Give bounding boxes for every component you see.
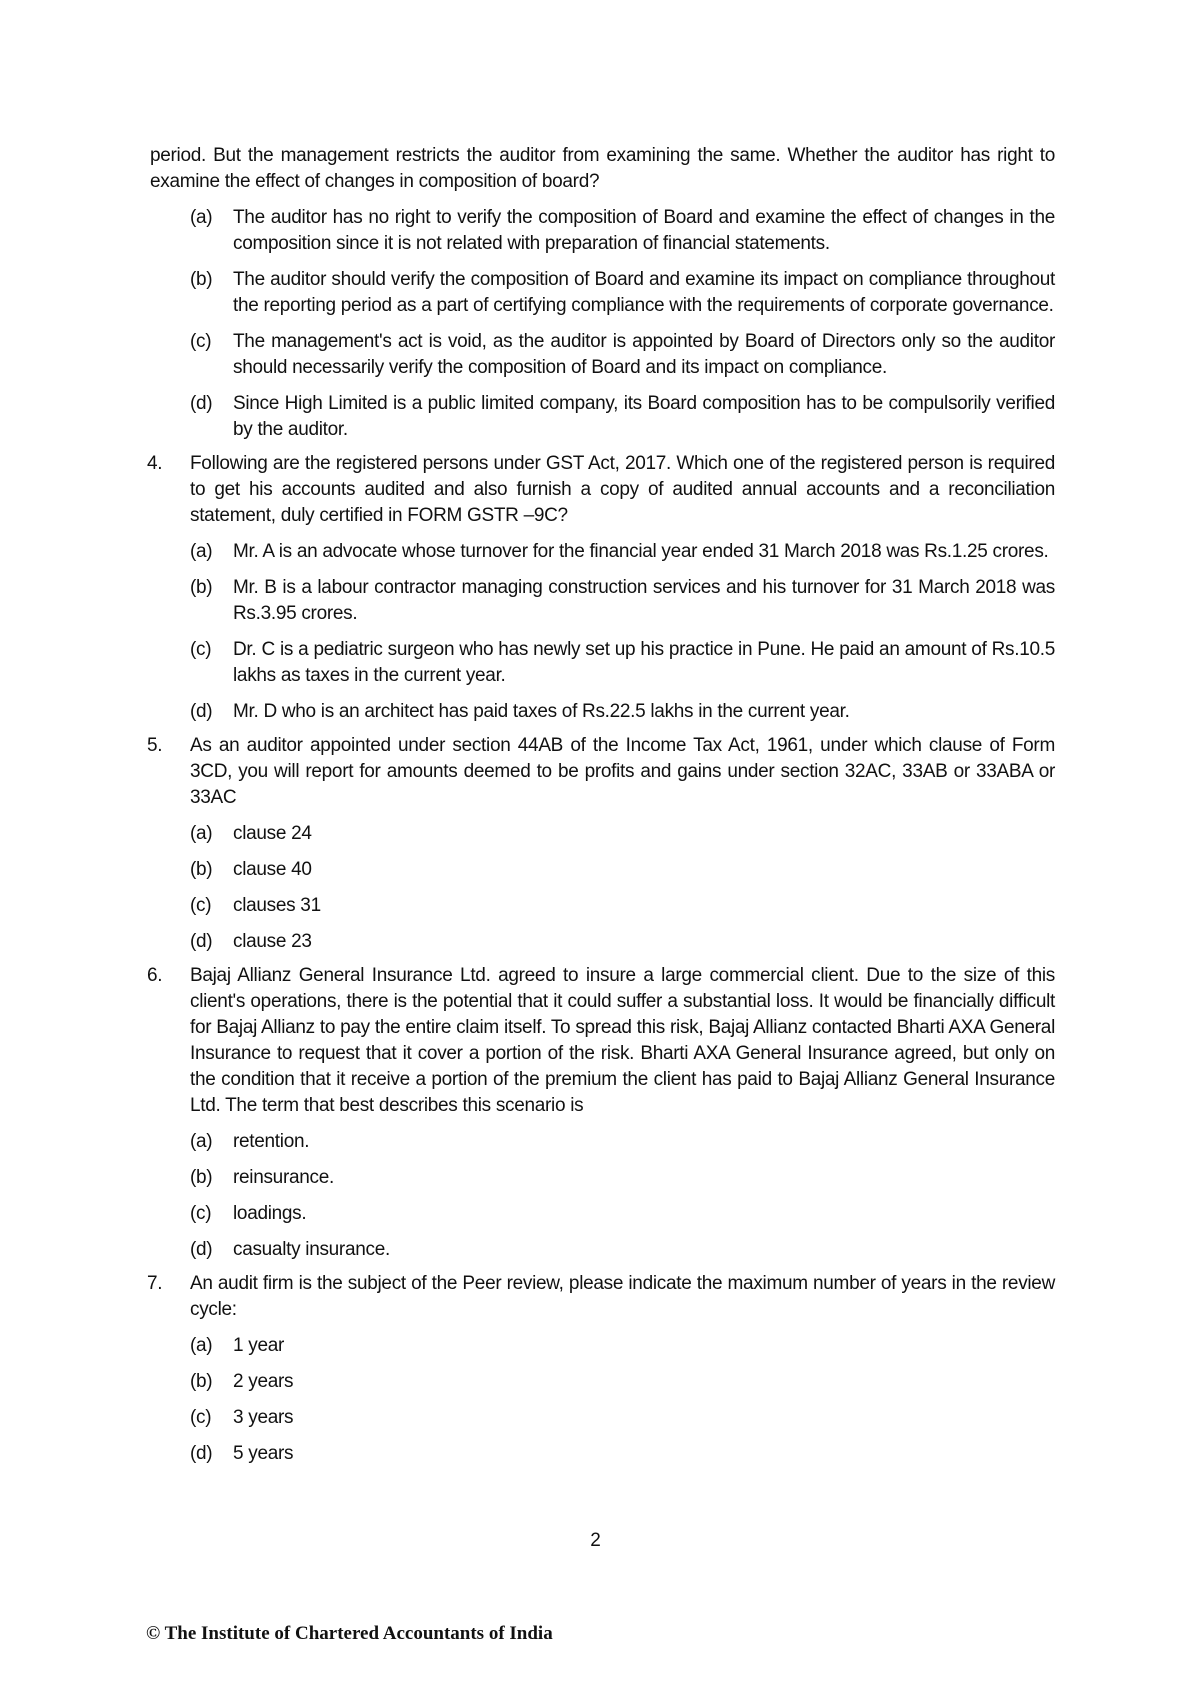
option-label: (d) <box>190 393 213 414</box>
question-text: An audit firm is the subject of the Peer review, please indicate the maximum number of years in the review cycle: <box>190 1273 1055 1320</box>
option-item <box>190 391 1055 443</box>
question-item <box>147 451 1055 725</box>
option-text: 1 year <box>233 1335 285 1356</box>
option-item <box>190 1441 1055 1467</box>
option-item <box>190 1369 1055 1395</box>
question-body <box>190 451 1055 725</box>
option-item <box>190 1165 1055 1191</box>
option-label: (d) <box>190 1239 213 1260</box>
option-label: (d) <box>190 1443 213 1464</box>
option-label: (b) <box>190 859 213 880</box>
option-text: The auditor has no right to verify the composition of Board and examine the effect of changes in the composition since it is not related with preparation of financial statements. <box>233 207 1055 254</box>
option-item <box>190 1237 1055 1263</box>
question-item <box>147 1271 1055 1467</box>
option-text: Dr. C is a pediatric surgeon who has newly set up his practice in Pune. He paid an amount of Rs.10.5 lakhs as taxes in the current year. <box>233 639 1055 686</box>
question-text: Bajaj Allianz General Insurance Ltd. agreed to insure a large commercial client. Due to the size of this client's operations, there is the potential that it could suffer a substantial loss. It would be financially difficult for Bajaj Allianz to pay the entire claim itself. To spread this risk, Bajaj Allianz contacted Bharti AXA General Insurance to request that it cover a portion of the risk. Bharti AXA General Insurance agreed, but only on the condition that it receive a portion of the premium the client has paid to Bajaj Allianz General Insurance Ltd. The term that best describes this scenario is <box>190 965 1055 1116</box>
question-number: 4. <box>147 453 163 474</box>
question-body <box>190 963 1055 1263</box>
option-text: clause 40 <box>233 859 312 880</box>
option-item <box>190 329 1055 381</box>
question-3-options <box>190 205 1055 443</box>
option-text: The auditor should verify the composition of Board and examine its impact on compliance throughout the reporting period as a part of certifying compliance with the requirements of corporate governance. <box>233 269 1055 316</box>
option-item <box>190 637 1055 689</box>
option-label: (a) <box>190 1131 213 1152</box>
option-text: reinsurance. <box>233 1167 334 1188</box>
option-text: 3 years <box>233 1407 294 1428</box>
option-text: loadings. <box>233 1203 307 1224</box>
option-item <box>190 205 1055 257</box>
option-item <box>190 1129 1055 1155</box>
option-label: (b) <box>190 1371 213 1392</box>
option-text: Since High Limited is a public limited company, its Board composition has to be compulsorily verified by the auditor. <box>233 393 1055 440</box>
option-item <box>190 575 1055 627</box>
option-text: clauses 31 <box>233 895 321 916</box>
option-item <box>190 893 1055 919</box>
option-text: 5 years <box>233 1443 294 1464</box>
option-item <box>190 1201 1055 1227</box>
footer-copyright: © The Institute of Chartered Accountants of India <box>146 1623 553 1644</box>
option-text: casualty insurance. <box>233 1239 390 1260</box>
option-label: (a) <box>190 541 213 562</box>
option-item <box>190 857 1055 883</box>
option-label: (c) <box>190 331 212 352</box>
option-text: Mr. A is an advocate whose turnover for the financial year ended 31 March 2018 was Rs.1.25 crores. <box>233 541 1049 562</box>
option-text: 2 years <box>233 1371 294 1392</box>
option-label: (a) <box>190 823 213 844</box>
option-text: retention. <box>233 1131 310 1152</box>
option-label: (d) <box>190 931 213 952</box>
option-label: (b) <box>190 1167 213 1188</box>
option-label: (c) <box>190 895 212 916</box>
question-item <box>147 733 1055 955</box>
option-label: (a) <box>190 207 213 228</box>
option-label: (a) <box>190 1335 213 1356</box>
option-text: Mr. B is a labour contractor managing construction services and his turnover for 31 March 2018 was Rs.3.95 crores. <box>233 577 1055 624</box>
option-text: Mr. D who is an architect has paid taxes of Rs.22.5 lakhs in the current year. <box>233 701 850 722</box>
question-number: 7. <box>147 1273 163 1294</box>
question-list <box>147 451 1055 1467</box>
question-number: 6. <box>147 965 163 986</box>
question-3-continuation: period. But the management restricts the auditor from examining the same. Whether the auditor has right to examine the effect of changes in composition of board? <box>150 145 1055 192</box>
option-label: (c) <box>190 1407 212 1428</box>
option-item <box>190 267 1055 319</box>
option-label: (d) <box>190 701 213 722</box>
option-item <box>190 699 1055 725</box>
question-body <box>190 733 1055 955</box>
question-text: As an auditor appointed under section 44AB of the Income Tax Act, 1961, under which clause of Form 3CD, you will report for amounts deemed to be profits and gains under section 32AC, 33AB or 33ABA or 33AC <box>190 735 1055 808</box>
option-label: (c) <box>190 639 212 660</box>
option-text: clause 23 <box>233 931 312 952</box>
option-item <box>190 1333 1055 1359</box>
option-label: (b) <box>190 577 213 598</box>
option-item <box>190 929 1055 955</box>
question-item <box>147 963 1055 1263</box>
option-text: clause 24 <box>233 823 312 844</box>
question-body <box>190 1271 1055 1467</box>
option-text: The management's act is void, as the auditor is appointed by Board of Directors only so the auditor should necessarily verify the composition of Board and its impact on compliance. <box>233 331 1055 378</box>
option-label: (b) <box>190 269 213 290</box>
option-item <box>190 1405 1055 1431</box>
option-label: (c) <box>190 1203 212 1224</box>
option-item <box>190 821 1055 847</box>
document-body <box>147 143 1055 1467</box>
page-number: 2 <box>590 1530 601 1551</box>
option-item <box>190 539 1055 565</box>
question-number: 5. <box>147 735 163 756</box>
question-text: Following are the registered persons under GST Act, 2017. Which one of the registered person is required to get his accounts audited and also furnish a copy of audited annual accounts and a reconciliation statement, duly certified in FORM GSTR –9C? <box>190 453 1055 526</box>
